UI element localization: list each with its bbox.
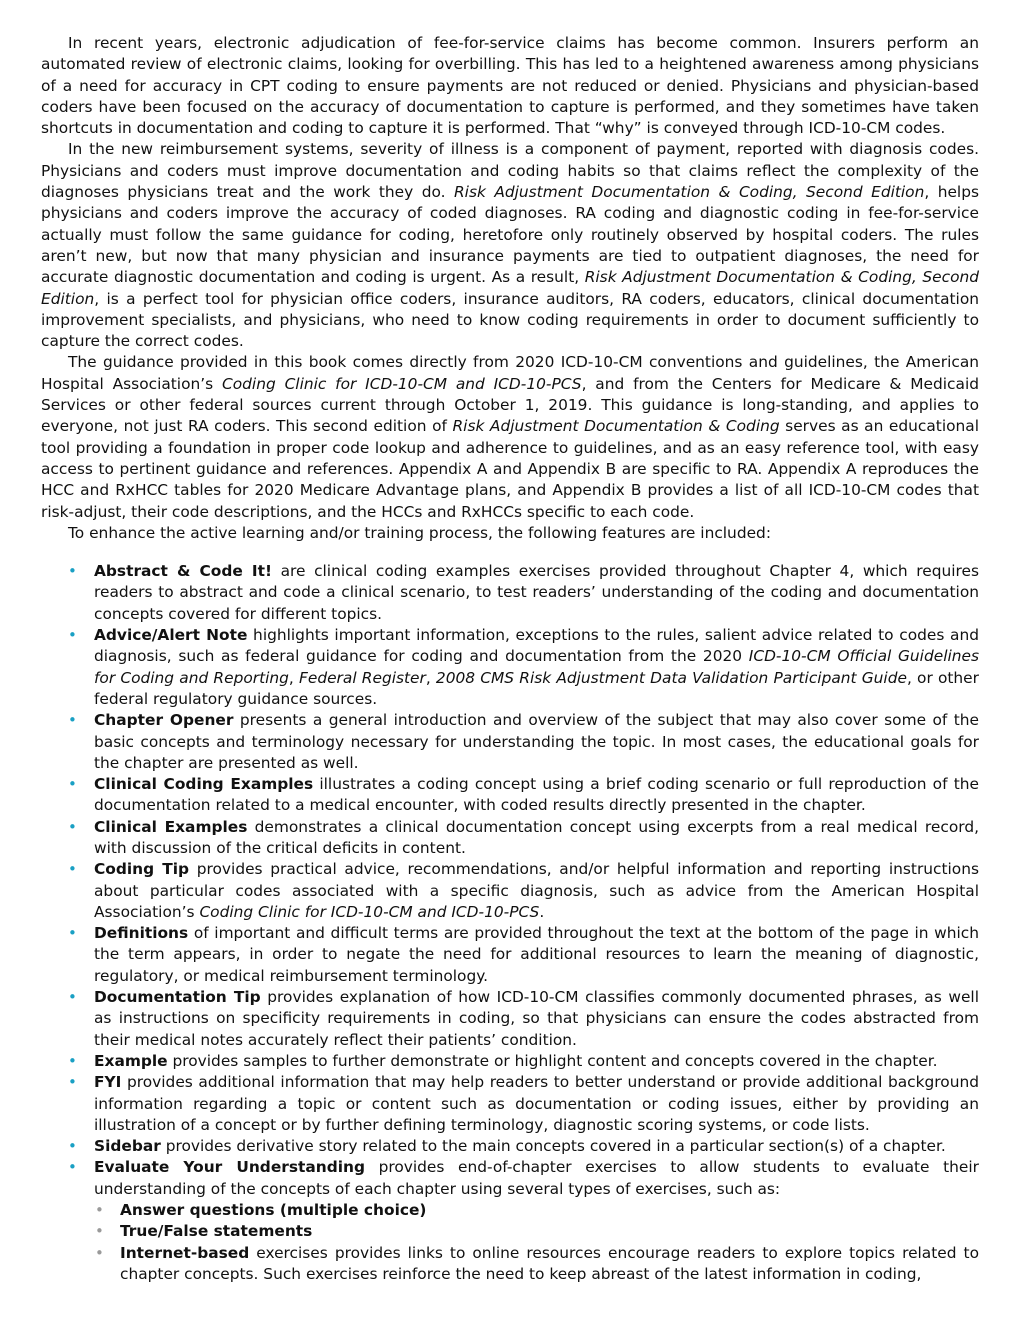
- bullet-icon: •: [68, 626, 77, 645]
- text-run: serves as an educational tool providing a foundation in proper code lookup and adherence to guidelines, and as an easy reference tool, with easy access to pertinent guidance and references. Appendix A and Appendix B are specific to RA. Appendix A reproduces the HCC and RxHCC tables for 2020 Medicare Advantage plans, and Appendix B provides a list of all ICD-10-CM codes that risk-adjust, their code descriptions, and the HCCs and RxHCCs specific to each code.: [41, 417, 979, 521]
- text-run: , helps physicians and coders improve the accuracy of coded diagnoses. RA coding and diagnostic coding in fee-for-service actually must follow the same guidance for coding, heretofore only routinely observed by hospital coders. The rules aren’t new, but now that many physician and insurance payments are tied to outpatient diagnoses, the need for accurate diagnostic documentation and coding is urgent. As a result,: [41, 183, 979, 287]
- text-run: highlights important information, exceptions to the rules, salient advice related to codes and diagnosis, such as federal guidance for coding and documentation from the 2020: [94, 626, 979, 666]
- text-run: , and from the Centers for Medicare & Medicaid Services or other federal sources current through October 1, 2019. This guidance is long-standing, and applies to everyone, not just RA coders. This second edition of: [41, 374, 979, 436]
- sub-true-false: [94, 1221, 979, 1242]
- feature-coding-tip: [41, 859, 979, 923]
- feature-chapter-opener: [41, 710, 979, 774]
- intro-section: [41, 33, 979, 544]
- bullet-icon: •: [68, 988, 77, 1007]
- text-run: exercises provides links to online resources encourage readers to explore topics related to chapter concepts. Such exercises reinforce the need to keep abreast of the latest information in coding,: [120, 1243, 979, 1283]
- feature-advice-alert-note: [41, 625, 979, 710]
- bold-term: Advice/Alert Note: [94, 626, 248, 645]
- feature-evaluate-your-understanding: [41, 1157, 979, 1285]
- text-run: are clinical coding examples exercises provided throughout Chapter 4, which requires readers to abstract and code a clinical scenario, to test readers’ understanding of the coding and documentation concepts covered for different topics.: [94, 562, 979, 623]
- italic-title: 2008 CMS Risk Adjustment Data Validation Participant Guide: [435, 668, 907, 687]
- text-run: demonstrates a clinical documentation concept using excerpts from a real medical record, with discussion of the critical deficits in content.: [94, 817, 979, 857]
- bullet-icon: •: [68, 1051, 77, 1070]
- paragraph-intro-2: [41, 139, 979, 352]
- italic-title: Coding Clinic for ICD-10-CM and ICD-10-PCS: [199, 902, 540, 921]
- bold-term: True/False statements: [120, 1222, 313, 1241]
- text-run: of important and difficult terms are provided throughout the text at the bottom of the page in which the term appears, in order to negate the need for additional resources to learn the meaning of diagnostic, regulatory, or medical reimbursement terminology.: [94, 924, 979, 985]
- sub-bullet-icon: •: [95, 1222, 104, 1241]
- features-list: [41, 561, 979, 1285]
- text-run: , or other federal regulatory guidance sources.: [94, 668, 979, 708]
- text-run: provides end-of-chapter exercises to allow students to evaluate their understanding of the concepts of each chapter using several types of exercises, such as:: [94, 1158, 979, 1198]
- text-run: provides explanation of how ICD-10-CM classifies commonly documented phrases, as well as instructions on specificity requirements in coding, so that physicians can ensure the codes abstracted from their medical notes accurately reflect their patients’ condition.: [94, 988, 979, 1049]
- bold-term: Answer questions (multiple choice): [120, 1201, 427, 1220]
- bullet-icon: •: [68, 562, 77, 581]
- bold-term: Abstract & Code It!: [94, 562, 272, 581]
- paragraph-features-lead: [41, 523, 979, 544]
- italic-title: Risk Adjustment Documentation & Coding, Second Edition: [41, 268, 980, 308]
- document-page: [41, 33, 979, 1285]
- text-run: The guidance provided in this book comes directly from 2020 ICD-10-CM conventions and guidelines, the American Hospital Association’s: [41, 353, 979, 393]
- feature-documentation-tip: [41, 987, 979, 1051]
- sub-list: [94, 1200, 979, 1285]
- bullet-icon: •: [68, 1137, 77, 1156]
- text-run: presents a general introduction and overview of the subject that may also cover some of the basic concepts and terminology necessary for understanding the topic. In most cases, the educational goals for the chapter are presented as well.: [94, 711, 979, 772]
- bullet-icon: •: [68, 860, 77, 879]
- bold-term: Clinical Coding Examples: [94, 775, 314, 794]
- sub-internet-based: [94, 1243, 979, 1286]
- italic-title: ICD-10-CM Official Guidelines for Coding and Reporting: [94, 647, 979, 687]
- sub-bullet-icon: •: [95, 1243, 104, 1262]
- text-run: .: [539, 902, 545, 921]
- paragraph-intro-3: [41, 352, 979, 522]
- sub-bullet-icon: •: [95, 1201, 104, 1220]
- bold-term: Definitions: [94, 924, 189, 943]
- bold-term: Sidebar: [94, 1137, 161, 1156]
- bold-term: Evaluate Your Understanding: [94, 1158, 365, 1177]
- bold-term: Coding Tip: [94, 860, 190, 879]
- bullet-icon: •: [68, 817, 77, 836]
- italic-title: Federal Register: [299, 668, 426, 687]
- bold-term: Example: [94, 1051, 168, 1070]
- bold-term: Documentation Tip: [94, 988, 261, 1007]
- italic-title: Risk Adjustment Documentation & Coding, Second Edition: [453, 183, 925, 202]
- bold-term: Internet-based: [120, 1243, 250, 1262]
- text-run: illustrates a coding concept using a brief coding scenario or full reproduction of the documentation related to a medical encounter, with coded results directly presented in the chapter.: [94, 775, 979, 815]
- italic-title: Risk Adjustment Documentation & Coding: [452, 417, 780, 436]
- feature-definitions: [41, 923, 979, 987]
- text-run: ,: [288, 668, 299, 687]
- feature-example: [41, 1051, 979, 1072]
- text-run: provides samples to further demonstrate or highlight content and concepts covered in the chapter.: [167, 1051, 938, 1070]
- text-run: In recent years, electronic adjudication of fee-for-service claims has become common. Insurers perform an automated review of electronic claims, looking for overbilling. This has led to a heightened awareness among physicians of a need for accuracy in CPT coding to ensure payments are not reduced or denied. Physicians and physician-based coders have been focused on the accuracy of documentation to capture is performed, and they sometimes have taken shortcuts in documentation and coding to capture it is performed. That “why” is conveyed through ICD-10-CM codes.: [41, 34, 979, 138]
- feature-abstract-code-it: [41, 561, 979, 625]
- bullet-icon: •: [68, 775, 77, 794]
- feature-fyi: [41, 1072, 979, 1136]
- sub-answer-questions: [94, 1200, 979, 1221]
- feature-clinical-coding-examples: [41, 774, 979, 817]
- text-run: To enhance the active learning and/or training process, the following features are included:: [68, 523, 772, 542]
- text-run: In the new reimbursement systems, severity of illness is a component of payment, reported with diagnosis codes. Physicians and coders must improve documentation and coding habits so that claims reflect the complexity of the diagnoses physicians treat and the work they do.: [41, 140, 979, 202]
- bullet-icon: •: [68, 1158, 77, 1177]
- text-run: provides derivative story related to the main concepts covered in a particular section(s) of a chapter.: [160, 1137, 946, 1156]
- bold-term: FYI: [94, 1073, 122, 1092]
- text-run: provides additional information that may help readers to better understand or provide additional background information regarding a topic or content such as documentation or coding issues, either by providing an illustration of a concept or by further defining terminology, diagnostic scoring systems, or code lists.: [94, 1073, 979, 1134]
- bold-term: Clinical Examples: [94, 817, 248, 836]
- bullet-icon: •: [68, 924, 77, 943]
- text-run: , is a perfect tool for physician office coders, insurance auditors, RA coders, educators, clinical documentation improvement specialists, and physicians, who need to know coding requirements in order to document sufficiently to capture the correct codes.: [41, 289, 979, 351]
- text-run: provides practical advice, recommendations, and/or helpful information and reporting instructions about particular codes associated with a specific diagnosis, such as advice from the American Hospital Association’s: [94, 860, 979, 921]
- feature-sidebar: [41, 1136, 979, 1157]
- italic-title: Coding Clinic for ICD-10-CM and ICD-10-PCS: [222, 374, 582, 393]
- text-run: ,: [425, 668, 436, 687]
- bullet-icon: •: [68, 711, 77, 730]
- feature-clinical-examples: [41, 817, 979, 860]
- bullet-icon: •: [68, 1073, 77, 1092]
- bold-term: Chapter Opener: [94, 711, 234, 730]
- paragraph-intro-1: [41, 33, 979, 139]
